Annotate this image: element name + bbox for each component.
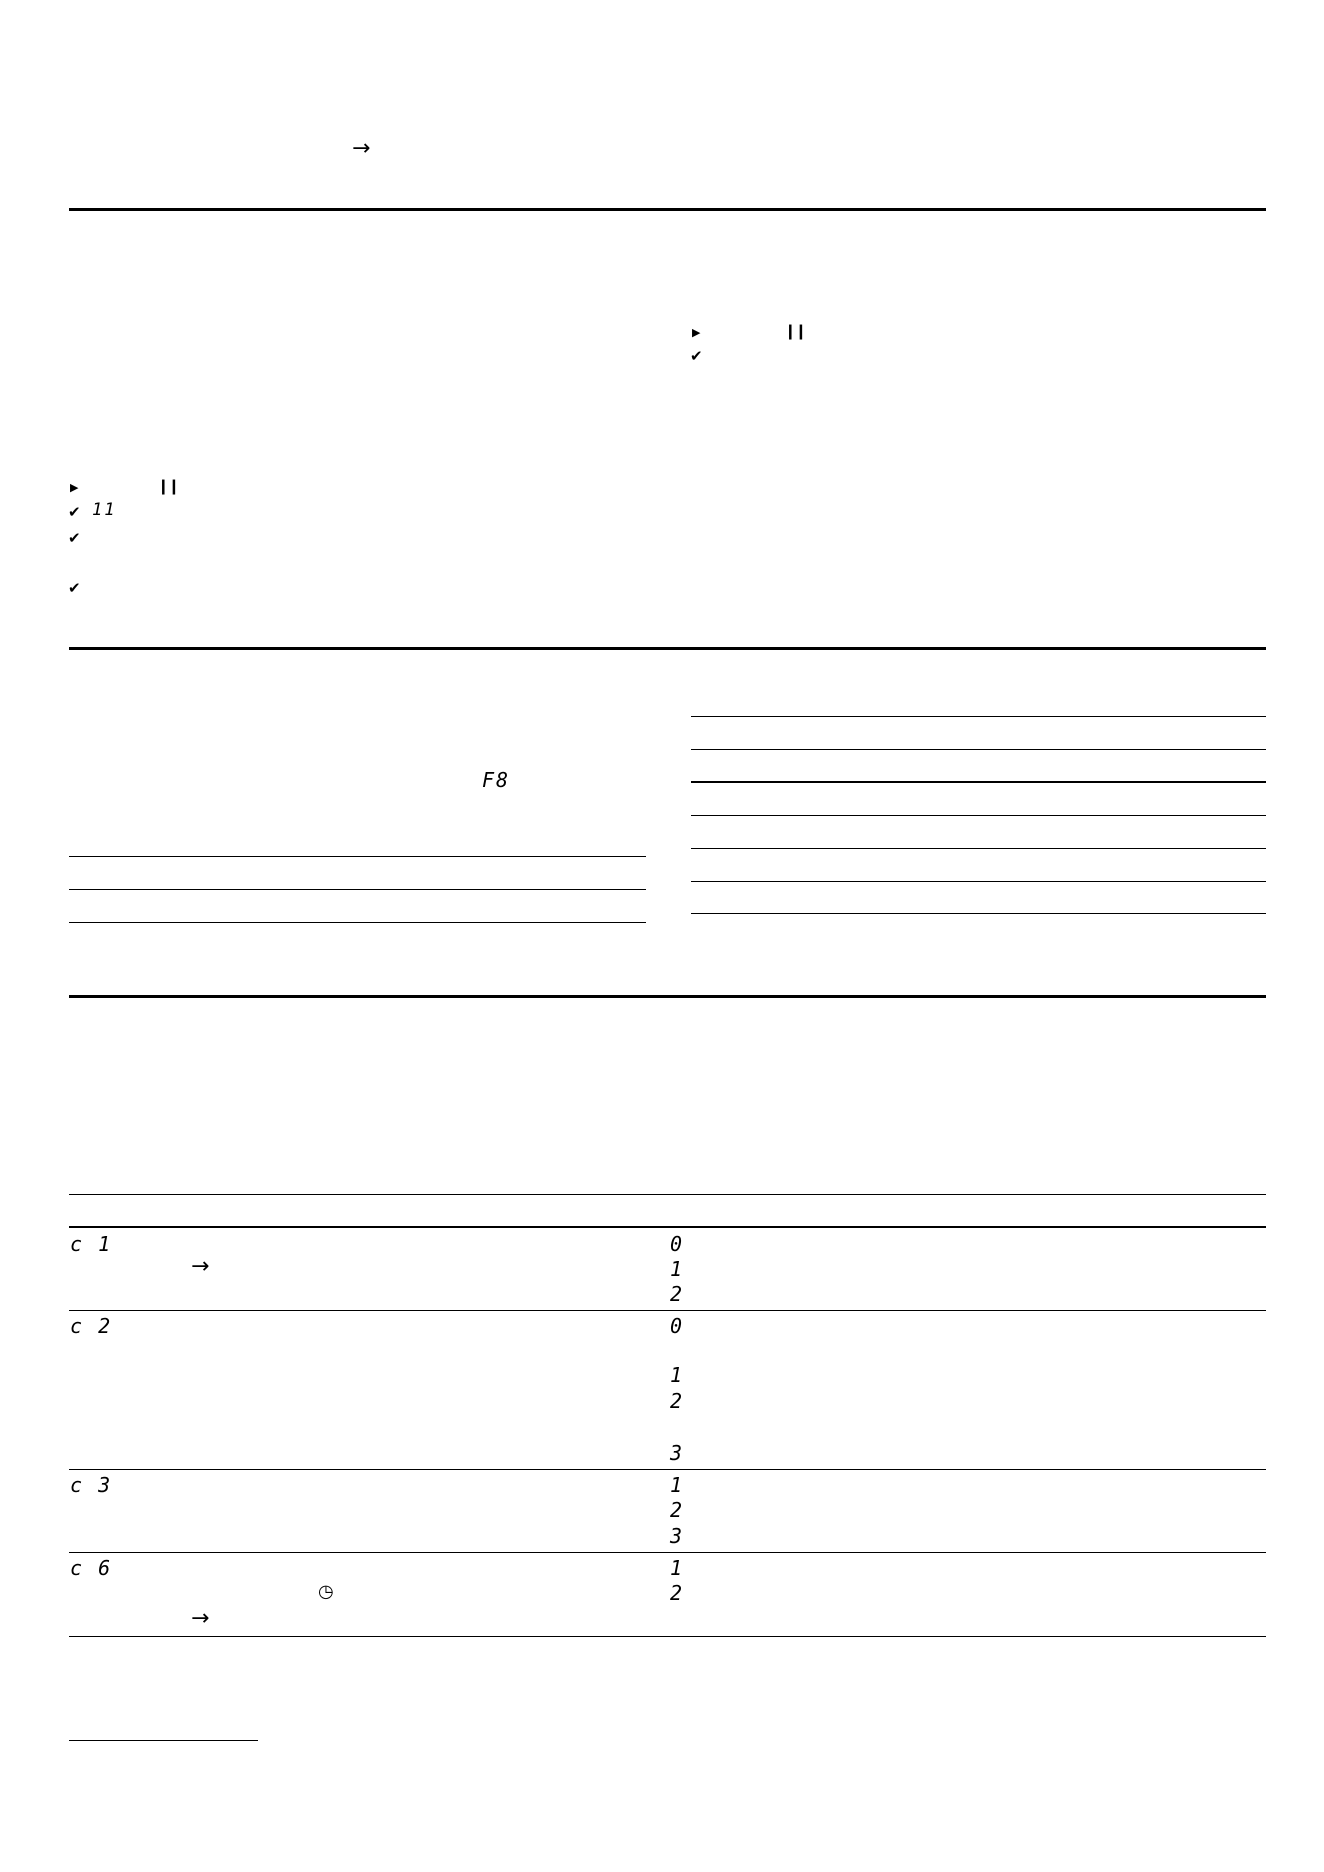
table-rule [69,889,646,890]
table-row-rule [69,1469,1266,1470]
table-rule [691,749,1266,750]
pause-icon: ❙❙ [784,322,806,340]
setting-value: 2 [670,1389,685,1413]
setting-value: 1 [670,1363,685,1387]
table-rule [691,913,1266,914]
table-rule [691,881,1266,882]
table-rule [691,781,1266,783]
clock-icon: ◷ [318,1581,334,1602]
display-f8: F8 [482,768,511,792]
check-icon: ✔ [68,529,81,547]
table-rule [691,815,1266,816]
setting-value: 2 [670,1581,685,1605]
check-icon: ✔ [68,503,81,521]
setting-value: 0 [670,1232,685,1256]
setting-code: c 2 [70,1314,113,1338]
pause-icon: ❙❙ [157,477,179,495]
table-header-rule [69,1226,1266,1228]
arrow-right-icon: → [191,1606,210,1631]
setting-value: 3 [670,1524,685,1548]
setting-value: 2 [670,1498,685,1522]
check-icon: ✔ [690,347,703,365]
table-rule [69,856,646,857]
footnote-rule [69,1740,258,1741]
setting-value: 3 [670,1441,685,1465]
setting-value: 2 [670,1282,685,1306]
setting-value: 1 [670,1556,685,1580]
section-rule [69,995,1266,998]
setting-value: 0 [670,1314,685,1338]
setting-value: 1 [670,1257,685,1281]
table-row-rule [69,1636,1266,1637]
setting-code: c 3 [70,1473,113,1497]
table-rule [691,848,1266,849]
arrow-right-icon: → [352,136,371,161]
play-bullet-icon: ▶ [70,482,79,494]
table-rule [69,922,646,923]
arrow-right-icon: → [191,1254,210,1279]
play-bullet-icon: ▶ [692,327,701,339]
check-icon: ✔ [68,579,81,597]
table-row-rule [69,1552,1266,1553]
table-row-rule [69,1310,1266,1311]
setting-value: 1 [670,1473,685,1497]
display-eleven: 11 [92,500,117,520]
section-rule [69,208,1266,211]
section-rule [69,647,1266,650]
setting-code: c 6 [70,1556,113,1580]
table-rule [691,716,1266,717]
table-header-rule [69,1194,1266,1195]
setting-code: c 1 [70,1232,113,1256]
